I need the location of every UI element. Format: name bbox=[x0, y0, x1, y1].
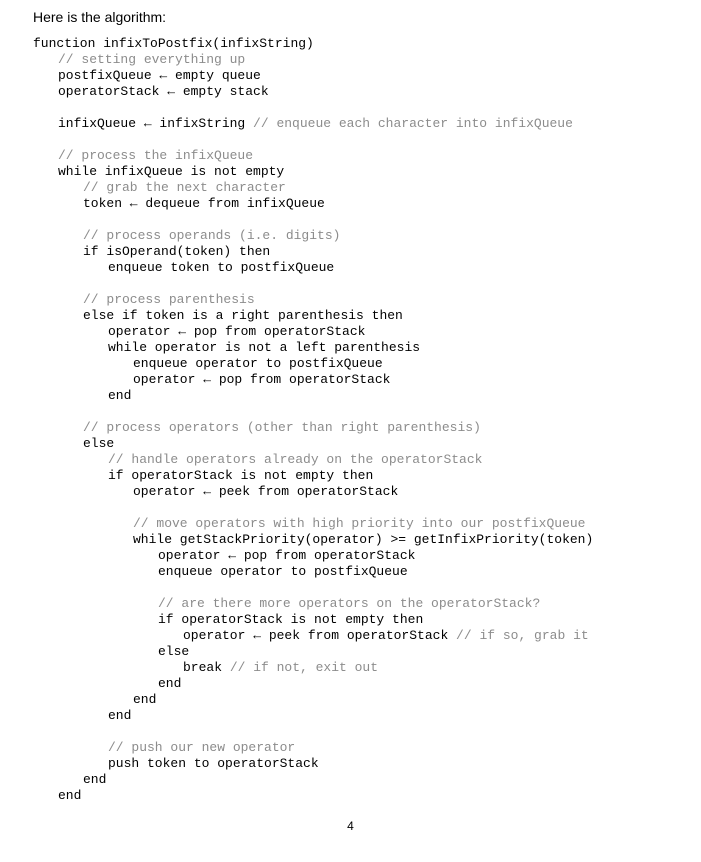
code-text: end bbox=[108, 708, 132, 723]
code-line bbox=[33, 420, 593, 436]
code-text: else bbox=[83, 436, 115, 451]
code-text: push token to operatorStack bbox=[108, 756, 319, 771]
code-comment: // grab the next character bbox=[83, 180, 286, 195]
code-text: operatorStack ← empty stack bbox=[58, 84, 269, 99]
code-line bbox=[33, 372, 593, 388]
code-comment: // push our new operator bbox=[108, 740, 296, 755]
code-line bbox=[33, 436, 593, 452]
code-text: operator ← pop from operatorStack bbox=[133, 372, 391, 387]
code-text: end bbox=[58, 788, 82, 803]
code-line bbox=[33, 772, 593, 788]
code-line bbox=[33, 564, 593, 580]
code-text: end bbox=[133, 692, 157, 707]
code-line bbox=[33, 52, 593, 68]
code-line bbox=[33, 740, 593, 756]
pseudocode-block bbox=[33, 36, 593, 804]
code-comment: // if not, exit out bbox=[229, 660, 379, 675]
code-line bbox=[33, 340, 593, 356]
code-line bbox=[33, 580, 593, 596]
code-line bbox=[33, 116, 593, 132]
code-line bbox=[33, 356, 593, 372]
code-comment: // process operators (other than right parenthesis) bbox=[83, 420, 481, 435]
code-line bbox=[33, 276, 593, 292]
code-line bbox=[33, 308, 593, 324]
code-line bbox=[33, 660, 593, 676]
code-comment: // handle operators already on the operatorStack bbox=[108, 452, 483, 467]
code-text: operator ← peek from operatorStack bbox=[183, 628, 457, 643]
code-text: else if token is a right parenthesis then bbox=[83, 308, 403, 323]
code-line bbox=[33, 84, 593, 100]
code-line bbox=[33, 100, 593, 116]
code-comment: // if so, grab it bbox=[456, 628, 589, 643]
code-text: break bbox=[183, 660, 230, 675]
code-text: while getStackPriority(operator) >= getInfixPriority(token) bbox=[133, 532, 594, 547]
code-line bbox=[33, 36, 593, 52]
code-text: while operator is not a left parenthesis bbox=[108, 340, 421, 355]
code-line bbox=[33, 404, 593, 420]
code-comment: // setting everything up bbox=[58, 52, 246, 67]
code-line bbox=[33, 516, 593, 532]
code-comment: // process operands (i.e. digits) bbox=[83, 228, 341, 243]
code-line bbox=[33, 148, 593, 164]
code-comment: // enqueue each character into infixQueue bbox=[253, 116, 573, 131]
code-line bbox=[33, 548, 593, 564]
code-text: function infixToPostfix(infixString) bbox=[33, 36, 314, 51]
code-line bbox=[33, 212, 593, 228]
code-line bbox=[33, 692, 593, 708]
code-line bbox=[33, 484, 593, 500]
code-line bbox=[33, 644, 593, 660]
code-line bbox=[33, 676, 593, 692]
code-line bbox=[33, 596, 593, 612]
code-line bbox=[33, 228, 593, 244]
code-comment: // are there more operators on the operatorStack? bbox=[158, 596, 541, 611]
code-line bbox=[33, 532, 593, 548]
code-line bbox=[33, 260, 593, 276]
code-text: else bbox=[158, 644, 190, 659]
code-comment: // process the infixQueue bbox=[58, 148, 254, 163]
code-line bbox=[33, 180, 593, 196]
code-text: if operatorStack is not empty then bbox=[108, 468, 374, 483]
code-text: token ← dequeue from infixQueue bbox=[83, 196, 325, 211]
code-text: if operatorStack is not empty then bbox=[158, 612, 424, 627]
code-text: enqueue operator to postfixQueue bbox=[158, 564, 408, 579]
code-line bbox=[33, 788, 593, 804]
code-text: operator ← peek from operatorStack bbox=[133, 484, 399, 499]
code-line bbox=[33, 612, 593, 628]
code-line bbox=[33, 68, 593, 84]
code-line bbox=[33, 452, 593, 468]
code-text: enqueue operator to postfixQueue bbox=[133, 356, 383, 371]
code-text: end bbox=[158, 676, 182, 691]
code-line bbox=[33, 756, 593, 772]
code-text: end bbox=[108, 388, 132, 403]
intro-text: Here is the algorithm: bbox=[33, 9, 167, 25]
code-text: operator ← pop from operatorStack bbox=[158, 548, 416, 563]
code-text: while infixQueue is not empty bbox=[58, 164, 285, 179]
page-number: 4 bbox=[347, 819, 354, 833]
code-text: operator ← pop from operatorStack bbox=[108, 324, 366, 339]
code-line bbox=[33, 708, 593, 724]
code-text: postfixQueue ← empty queue bbox=[58, 68, 261, 83]
code-line bbox=[33, 724, 593, 740]
code-line bbox=[33, 164, 593, 180]
code-line bbox=[33, 244, 593, 260]
code-comment: // process parenthesis bbox=[83, 292, 255, 307]
code-line bbox=[33, 292, 593, 308]
code-line bbox=[33, 324, 593, 340]
code-line bbox=[33, 196, 593, 212]
code-comment: // move operators with high priority into our postfixQueue bbox=[133, 516, 586, 531]
code-line bbox=[33, 388, 593, 404]
code-line bbox=[33, 132, 593, 148]
code-text: enqueue token to postfixQueue bbox=[108, 260, 335, 275]
code-text: infixQueue ← infixString bbox=[58, 116, 254, 131]
code-line bbox=[33, 468, 593, 484]
code-text: if isOperand(token) then bbox=[83, 244, 271, 259]
code-line bbox=[33, 628, 593, 644]
code-text: end bbox=[83, 772, 107, 787]
code-line bbox=[33, 500, 593, 516]
